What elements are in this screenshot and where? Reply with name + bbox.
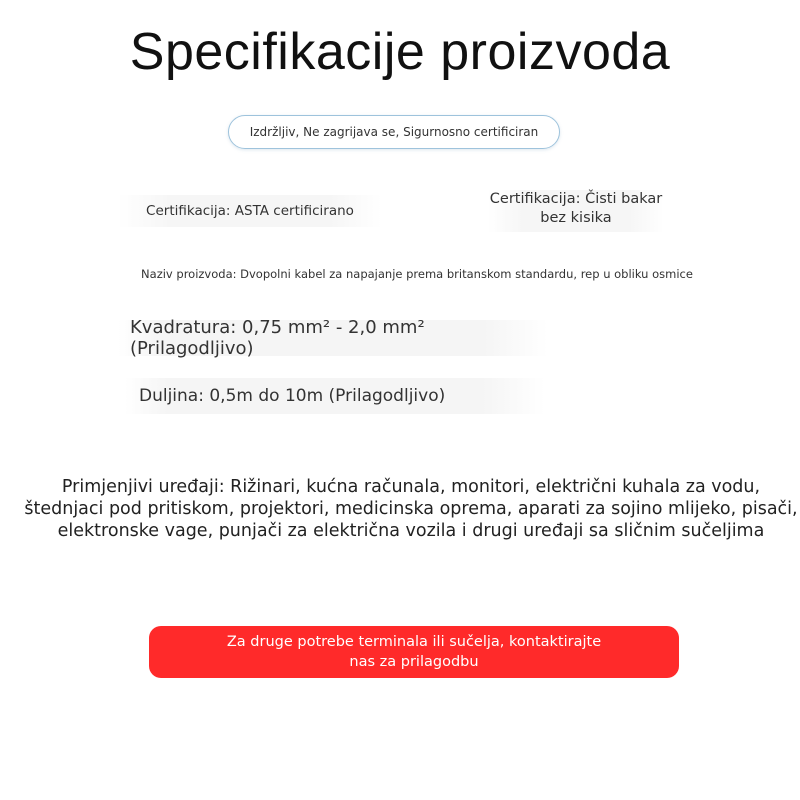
features-text: Izdržljiv, Ne zagrijava se, Sigurnosno certificiran — [249, 125, 539, 139]
contact-banner — [149, 626, 679, 678]
page-title: Specifikacije proizvoda — [129, 23, 671, 81]
length-text: Duljina: 0,5m do 10m (Prilagodljivo) — [139, 386, 446, 406]
length-spec — [125, 378, 545, 414]
certification-copper: Certifikacija: Čisti bakar bez kisika — [488, 190, 664, 232]
features-pill — [228, 115, 560, 149]
cross-section-spec — [118, 317, 548, 359]
certification-asta: Certifikacija: ASTA certificirano — [118, 195, 382, 227]
product-name: Naziv proizvoda: Dvopolni kabel za napajanje prema britanskom standardu, rep u obliku osmice — [141, 267, 693, 281]
applicable-devices: Primjenjivi uređaji: Rižinari, kućna računala, monitori, električni kuhala za vodu, štednjaci pod pritiskom, projektori, medicinska oprema, aparati za sojino mlijeko, pisači, elektronske vage, punjači za električna vozila i drugi uređaji sa sličnim sučeljima — [24, 477, 798, 541]
contact-banner-text: Za druge potrebe terminala ili sučelja, kontaktirajte nas za prilagodbu — [226, 634, 602, 670]
cross-section-text: Kvadratura: 0,75 mm² - 2,0 mm² (Prilagodljivo) — [130, 317, 425, 359]
